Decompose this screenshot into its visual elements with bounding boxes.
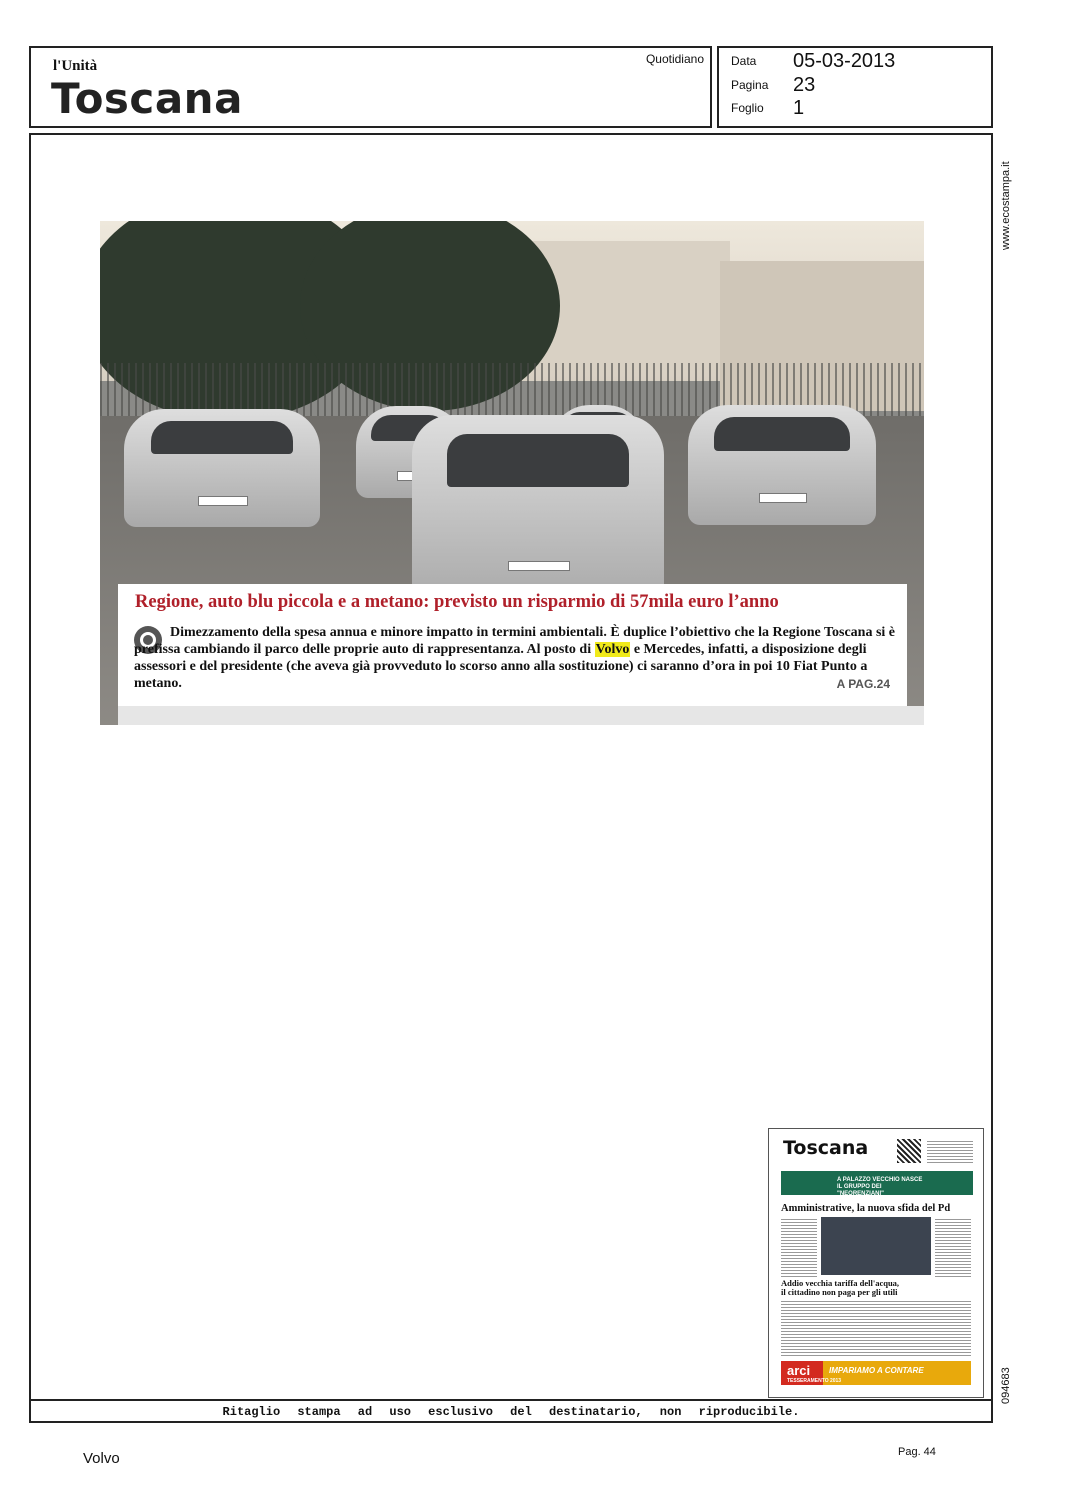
meta-label-data: Data (731, 54, 757, 68)
article-body-text-1: Dimezzamento della spesa annua e minore impatto in termini ambientali. È duplice l’obiettivo che la Regione Toscana si è prefissa cambiando il parco delle proprie auto di rappresentanza. Al posto di (134, 625, 895, 657)
page-number: Pag. 44 (898, 1446, 936, 1458)
clipping-notice: Ritaglio stampa ad uso esclusivo del destinatario, non riproducibile. (222, 1405, 800, 1419)
article-caption (118, 584, 907, 706)
thumbnail-column (935, 1219, 971, 1277)
thumbnail-ad (781, 1361, 971, 1385)
caption-shadow (118, 706, 924, 725)
thumbnail-photo (821, 1217, 931, 1275)
thumbnail-column (781, 1219, 817, 1277)
ad-text: IMPARIAMO A CONTARE (829, 1366, 924, 1375)
thumbnail-subheadline: Addio vecchia tariffa dell'acqua, il cittadino non paga per gli utili (781, 1278, 900, 1297)
front-page-thumbnail (768, 1128, 984, 1398)
car-right (688, 405, 876, 525)
article-body-text-2: e Mercedes, infatti, a disposizione degli assessori e del presidente (che aveva già provveduto lo scorso anno alla sostituzione) ci saranno d’ora in poi 10 Fiat Punto a metano. (134, 642, 868, 691)
side-code: 094683 (1000, 1367, 1012, 1404)
ad-brand: arci (787, 1363, 811, 1378)
masthead-box (29, 46, 712, 128)
ad-sub: TESSERAMENTO 2013 (787, 1378, 842, 1384)
thumbnail-text-block (927, 1141, 973, 1165)
meta-box (717, 46, 993, 128)
keyword-label: Volvo (83, 1450, 120, 1467)
article-body (134, 624, 896, 692)
photo-building (530, 241, 730, 371)
page-reference: A PAG.24 (836, 677, 890, 691)
thumbnail-green-banner (781, 1171, 973, 1195)
publication-type: Quotidiano (645, 52, 704, 66)
thumbnail-title: Toscana (783, 1137, 869, 1159)
car-front (412, 415, 664, 605)
side-url: www.ecostampa.it (1000, 161, 1012, 250)
thumbnail-body-columns (781, 1301, 971, 1357)
meta-value-foglio: 1 (793, 97, 805, 119)
meta-value-pagina: 23 (793, 74, 816, 96)
masthead-title: Toscana (51, 74, 243, 123)
highlighted-keyword: Volvo (595, 642, 630, 657)
masthead-small: l'Unità (53, 58, 98, 74)
thumbnail-headline: Amministrative, la nuova sfida del Pd (781, 1203, 951, 1214)
thumbnail-banner-text: A PALAZZO VECCHIO NASCE IL GRUPPO DEI "NEORENZIANI" (837, 1177, 923, 1197)
article-title: Regione, auto blu piccola e a metano: previsto un risparmio di 57mila euro l’anno (135, 592, 779, 612)
qr-code-icon (897, 1139, 921, 1163)
car-left (124, 409, 320, 527)
meta-value-data: 05-03-2013 (793, 50, 896, 72)
meta-label-pagina: Pagina (731, 78, 769, 92)
meta-label-foglio: Foglio (731, 101, 764, 115)
